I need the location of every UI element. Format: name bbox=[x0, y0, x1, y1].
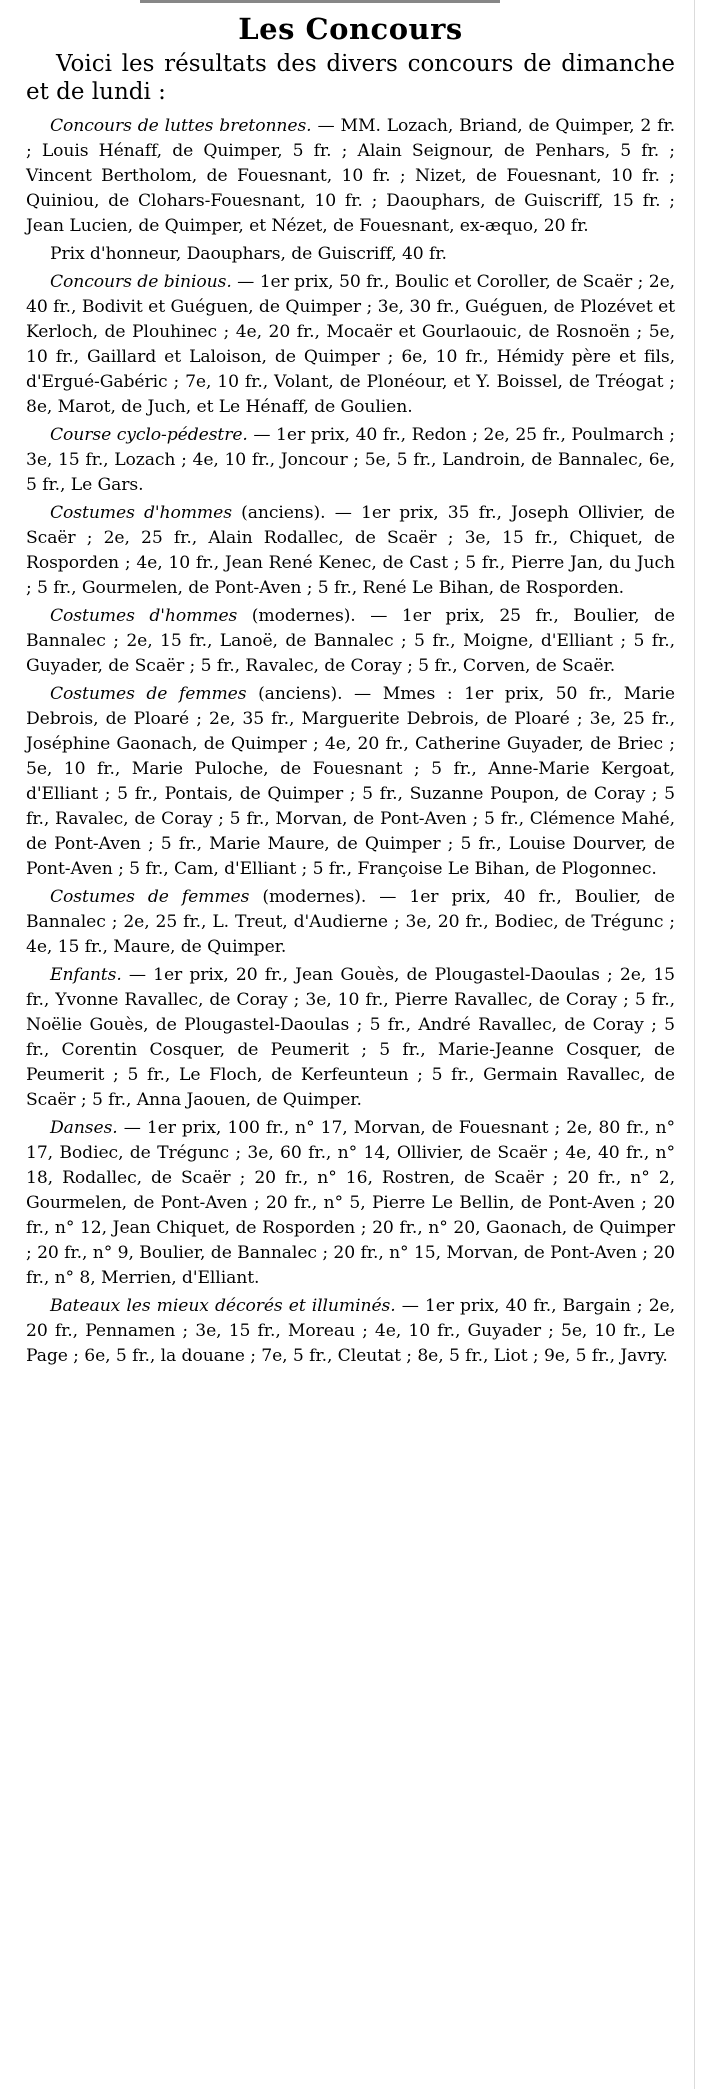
section-costumes-femmes-modernes bbox=[26, 885, 675, 960]
section-body: — 1er prix, 50 fr., Boulic et Coroller, de Scaër ; 2e, 40 fr., Bodivit et Guéguen, de Quimper ; 3e, 30 fr., Guéguen, de Plozévet et Kerloch, de Plouhinec ; 4e, 20 fr., Mocaër et Gourlaouic, de Rosnoën ; 5e, 10 fr., Gaillard et Laloison, de Quimper ; 6e, 10 fr., Hémidy père et fils, d'Ergué-Gabéric ; 7e, 10 fr., Volant, de Plonéour, et Y. Boissel, de Tréogat ; 8e, Marot, de Juch, et Le Hénaff, de Goulien. bbox=[26, 272, 676, 417]
section-body: (modernes). — 1er prix, 40 fr., Boulier, de Bannalec ; 2e, 25 fr., L. Treut, d'Audierne ; 3e, 20 fr., Bodiec, de Trégunc ; 4e, 15 fr., Maure, de Quimper. bbox=[26, 887, 675, 957]
section-body: (modernes). — 1er prix, 25 fr., Boulier, de Bannalec ; 2e, 15 fr., Lanoë, de Bannalec ; 5 fr., Moigne, d'Elliant ; 5 fr., Guyader, de Scaër ; 5 fr., Ravalec, de Coray ; 5 fr., Corven, de Scaër. bbox=[26, 606, 675, 676]
section-heading: Costumes de femmes bbox=[50, 887, 250, 907]
section-luttes bbox=[26, 114, 675, 239]
section-body: — 1er prix, 20 fr., Jean Gouès, de Plougastel-Daoulas ; 2e, 15 fr., Yvonne Ravallec, de Coray ; 3e, 10 fr., Pierre Ravallec, de Coray ; 5 fr., Noëlie Gouès, de Plougastel-Daoulas ; 5 fr., André Ravallec, de Coray ; 5 fr., Corentin Cosquer, de Peumerit ; 5 fr., Marie-Jeanne Cosquer, de Peumerit ; 5 fr., Le Floch, de Kerfeunteun ; 5 fr., Germain Ravallec, de Scaër ; 5 fr., Anna Jaouen, de Quimper. bbox=[26, 965, 675, 1110]
section-body: (anciens). — Mmes : 1er prix, 50 fr., Marie Debrois, de Ploaré ; 2e, 35 fr., Marguerite Debrois, de Ploaré ; 3e, 25 fr., Joséphine Gaonach, de Quimper ; 4e, 20 fr., Catherine Guyader, de Briec ; 5e, 10 fr., Marie Puloche, de Fouesnant ; 5 fr., Anne-Marie Kergoat, d'Elliant ; 5 fr., Pontais, de Quimper ; 5 fr., Suzanne Poupon, de Coray ; 5 fr., Ravalec, de Coray ; 5 fr., Morvan, de Pont-Aven ; 5 fr., Clémence Mahé, de Pont-Aven ; 5 fr., Marie Maure, de Quimper ; 5 fr., Louise Dourver, de Pont-Aven ; 5 fr., Cam, d'Elliant ; 5 fr., Françoise Le Bihan, de Plogonnec. bbox=[26, 684, 675, 879]
section-course-cyclo bbox=[26, 423, 675, 498]
section-body: — 1er prix, 40 fr., Bargain ; 2e, 20 fr., Pennamen ; 3e, 15 fr., Moreau ; 4e, 10 fr., Guyader ; 5e, 10 fr., Le Page ; 6e, 5 fr., la douane ; 7e, 5 fr., Cleutat ; 8e, 5 fr., Liot ; 9e, 5 fr., Javry. bbox=[26, 1296, 675, 1366]
page-edge bbox=[694, 0, 695, 2089]
section-body: Prix d'honneur, Daouphars, de Guiscriff, 40 fr. bbox=[50, 244, 447, 264]
section-heading: Costumes d'hommes bbox=[50, 503, 232, 523]
section-body: (anciens). — 1er prix, 35 fr., Joseph Ollivier, de Scaër ; 2e, 25 fr., Alain Rodallec, de Scaër ; 3e, 15 fr., Chiquet, de Rosporden ; 4e, 10 fr., Jean René Kenec, de Cast ; 5 fr., Pierre Jan, du Juch ; 5 fr., Gourmelen, de Pont-Aven ; 5 fr., René Le Bihan, de Rosporden. bbox=[26, 503, 675, 598]
top-rule bbox=[140, 0, 500, 3]
section-enfants bbox=[26, 963, 675, 1113]
section-heading: Enfants. bbox=[50, 965, 122, 985]
section-heading: Danses. bbox=[50, 1118, 118, 1138]
section-heading: Costumes d'hommes bbox=[50, 606, 238, 626]
section-binious bbox=[26, 270, 675, 420]
section-body: — 1er prix, 100 fr., n° 17, Morvan, de Fouesnant ; 2e, 80 fr., n° 17, Bodiec, de Trégunc ; 3e, 60 fr., n° 14, Ollivier, de Scaër ; 4e, 40 fr., n° 18, Rodallec, de Scaër ; 20 fr., n° 16, Rostren, de Scaër ; 20 fr., n° 2, Gourmelen, de Pont-Aven ; 20 fr., n° 5, Pierre Le Bellin, de Pont-Aven ; 20 fr., n° 12, Jean Chiquet, de Rosporden ; 20 fr., n° 20, Gaonach, de Quimper ; 20 fr., n° 9, Boulier, de Bannalec ; 20 fr., n° 15, Morvan, de Pont-Aven ; 20 fr., n° 8, Merrien, d'Elliant. bbox=[26, 1118, 675, 1288]
section-danses bbox=[26, 1116, 675, 1291]
section-heading: Course cyclo-pédestre. bbox=[50, 425, 248, 445]
section-heading: Costumes de femmes bbox=[50, 684, 247, 704]
section-costumes-hommes-modernes bbox=[26, 604, 675, 679]
section-heading: Concours de binious. bbox=[50, 272, 232, 292]
section-prix-honneur bbox=[26, 242, 675, 267]
section-heading: Concours de luttes bretonnes. bbox=[50, 116, 312, 136]
article-intro: Voici les résultats des divers concours de dimanche et de lundi : bbox=[26, 51, 675, 105]
article-title: Les Concours bbox=[238, 12, 463, 46]
section-costumes-hommes-anciens bbox=[26, 501, 675, 601]
section-bateaux bbox=[26, 1294, 675, 1369]
section-body: — MM. Lozach, Briand, de Quimper, 2 fr. ; Louis Hénaff, de Quimper, 5 fr. ; Alain Seignour, de Penhars, 5 fr. ; Vincent Bertholom, de Fouesnant, 10 fr. ; Nizet, de Fouesnant, 10 fr. ; Quiniou, de Clohars-Fouesnant, 10 fr. ; Daouphars, de Guiscriff, 15 fr. ; Jean Lucien, de Quimper, et Nézet, de Fouesnant, ex-æquo, 20 fr. bbox=[26, 116, 675, 236]
section-body: — 1er prix, 40 fr., Redon ; 2e, 25 fr., Poulmarch ; 3e, 15 fr., Lozach ; 4e, 10 fr., Joncour ; 5e, 5 fr., Landroin, de Bannalec, 6e, 5 fr., Le Gars. bbox=[26, 425, 675, 495]
section-costumes-femmes-anciens bbox=[26, 682, 675, 882]
section-heading: Bateaux les mieux décorés et illuminés. bbox=[50, 1296, 396, 1316]
